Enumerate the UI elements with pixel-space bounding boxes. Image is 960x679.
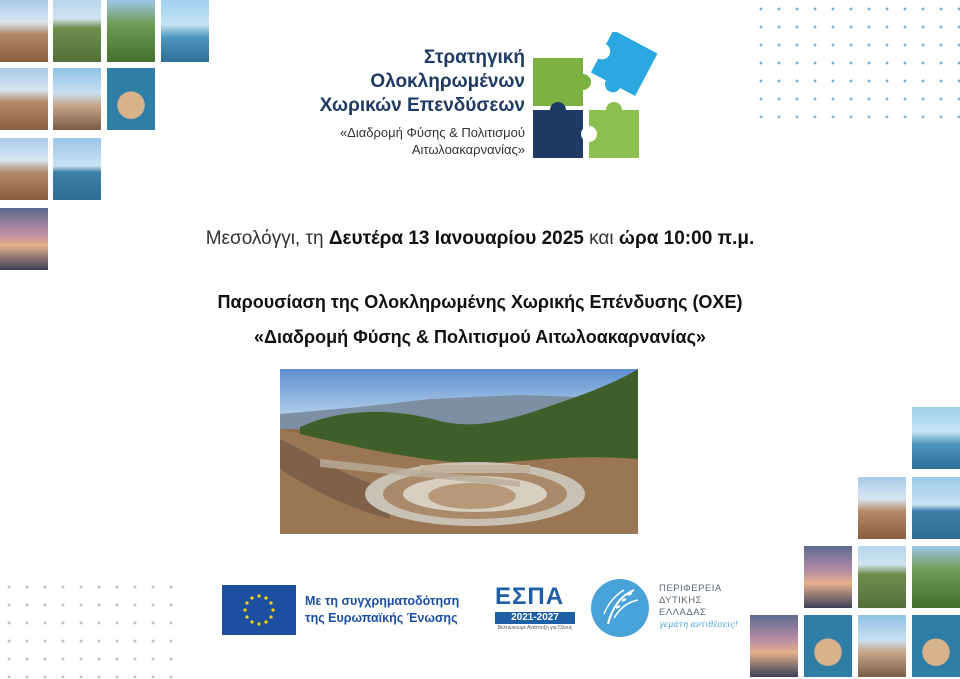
photo-tile bbox=[858, 546, 906, 608]
espa-title: ΕΣΠΑ bbox=[495, 583, 565, 610]
eu-text-line: Με τη συγχρηματοδότηση bbox=[305, 594, 460, 608]
photo-tile bbox=[161, 0, 209, 62]
logo-subtitle-line: «Διαδρομή Φύσης & Πολιτισμού bbox=[339, 125, 525, 140]
logo-title-line: Ολοκληρωμένων bbox=[370, 71, 525, 92]
region-western-greece-text bbox=[659, 583, 738, 631]
espa-logo bbox=[495, 585, 575, 635]
ancient-theatre-photo bbox=[280, 369, 638, 534]
region-text-line: ΕΛΛΑΔΑΣ bbox=[659, 607, 707, 618]
event-date: Δευτέρα 13 Ιανουαρίου 2025 bbox=[328, 228, 584, 249]
dot-pattern-bottom-left bbox=[0, 578, 180, 678]
event-time: ώρα 10:00 π.μ. bbox=[618, 228, 755, 249]
espa-period: 2021-2027 bbox=[495, 612, 575, 624]
photo-tile bbox=[858, 477, 906, 539]
dot-pattern-top-right bbox=[752, 0, 960, 118]
eu-cofunding-text bbox=[305, 593, 459, 627]
photo-tile bbox=[53, 138, 101, 200]
photo-tile bbox=[912, 407, 960, 469]
strategy-logo-text bbox=[280, 46, 525, 158]
logo-subtitle-line: Αιτωλοακαρνανίας» bbox=[411, 142, 525, 157]
photo-tile bbox=[0, 0, 48, 62]
dateline-middle: και bbox=[583, 228, 619, 249]
region-text-line: ΔΥΤΙΚΗΣ bbox=[659, 595, 702, 606]
eu-text-line: της Ευρωπαϊκής Ένωσης bbox=[305, 611, 458, 625]
logo-title-line: Χωρικών Επενδύσεων bbox=[319, 95, 525, 116]
photo-tile bbox=[107, 0, 155, 62]
espa-caption: Βελτιώνουμε Ανάπτυξη για Όλους bbox=[497, 625, 573, 631]
region-emblem-icon bbox=[590, 578, 650, 638]
photo-tile bbox=[107, 68, 155, 130]
photo-tile bbox=[912, 477, 960, 539]
photo-tile bbox=[858, 615, 906, 677]
headline-line-2: «Διαδρομή Φύσης & Πολιτισμού Αιτωλοακαρνανίας» bbox=[254, 327, 706, 347]
region-slogan: γεμάτη αντιθέσεις! bbox=[659, 620, 738, 629]
photo-tile bbox=[804, 546, 852, 608]
eu-flag-icon bbox=[222, 585, 296, 635]
photo-tile bbox=[804, 615, 852, 677]
photo-tile bbox=[0, 68, 48, 130]
photo-tile bbox=[912, 546, 960, 608]
logo-title-line: Στρατηγική bbox=[423, 47, 525, 68]
photo-tile bbox=[0, 138, 48, 200]
photo-tile bbox=[53, 0, 101, 62]
photo-tile bbox=[750, 615, 798, 677]
photo-tile bbox=[53, 68, 101, 130]
event-dateline bbox=[0, 228, 960, 250]
puzzle-icon bbox=[531, 32, 663, 160]
headline-line-1: Παρουσίαση της Ολοκληρωμένης Χωρικής Επένδυσης (ΟΧΕ) bbox=[217, 292, 743, 312]
dateline-prefix: Μεσολόγγι, τη bbox=[205, 228, 329, 249]
region-text-line: ΠΕΡΙΦΕΡΕΙΑ bbox=[659, 583, 722, 594]
photo-tile bbox=[912, 615, 960, 677]
